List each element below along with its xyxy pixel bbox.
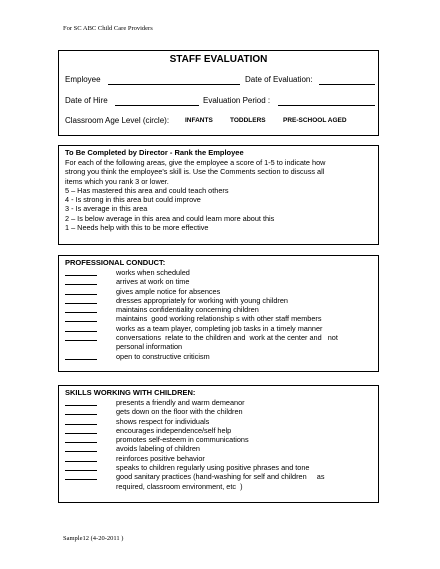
rating-scale-3: 3 - Is average in this area xyxy=(65,204,148,214)
item-text: open to constructive criticism xyxy=(116,351,210,361)
list-item xyxy=(65,463,377,472)
list-item xyxy=(65,426,377,435)
score-blank[interactable] xyxy=(65,324,97,332)
date-of-evaluation-field[interactable] xyxy=(319,84,375,85)
score-blank[interactable] xyxy=(65,454,97,462)
director-instructions xyxy=(65,158,375,232)
item-text: maintains confidentiality concerning children xyxy=(116,305,259,315)
item-text: maintains good working relationship s with other staff members xyxy=(116,314,322,324)
director-heading: To Be Completed by Director - Rank the Employee xyxy=(65,148,244,157)
skills-list xyxy=(65,398,377,491)
skills-with-children-box xyxy=(58,385,379,503)
item-text: works when scheduled xyxy=(116,268,190,277)
evaluation-period-label: Evaluation Period : xyxy=(203,96,271,105)
score-blank[interactable] xyxy=(65,305,97,313)
employee-label: Employee xyxy=(65,75,101,84)
list-item xyxy=(65,417,377,426)
professional-conduct-box xyxy=(58,255,379,372)
item-text: reinforces positive behavior xyxy=(116,453,205,463)
item-text: presents a friendly and warm demeanor xyxy=(116,398,245,407)
director-instructions-box xyxy=(58,145,379,245)
item-text: promotes self-esteem in communications xyxy=(116,435,249,445)
instruction-line: items which you rank 3 or lower. xyxy=(65,176,169,186)
list-item xyxy=(65,435,377,444)
rating-scale-4: 4 - Is strong in this area but could improve xyxy=(65,195,201,205)
item-text: shows respect for individuals xyxy=(116,416,210,426)
instruction-line: For each of the following areas, give the employee a score of 1-5 to indicate how xyxy=(65,158,326,167)
item-text: gives ample notice for absences xyxy=(116,286,221,296)
item-text: arrives at work on time xyxy=(116,277,190,287)
item-text: speaks to children regularly using positive phrases and tone xyxy=(116,463,310,473)
list-item xyxy=(65,324,377,333)
classroom-age-level-label: Classroom Age Level (circle): xyxy=(65,116,170,125)
employee-field[interactable] xyxy=(108,84,240,85)
score-blank[interactable] xyxy=(65,352,97,360)
evaluation-period-field[interactable] xyxy=(278,105,375,106)
instruction-line: strong you think the employee's skill is. Use the Comments section to discuss all xyxy=(65,167,325,177)
form-title: STAFF EVALUATION xyxy=(169,54,268,65)
score-blank[interactable] xyxy=(65,426,97,434)
item-text: encourages independence/self help xyxy=(116,425,232,435)
item-text: conversations relate to the children and work at the center and not personal information xyxy=(116,333,338,352)
list-item xyxy=(65,352,377,361)
professional-conduct-heading: PROFESSIONAL CONDUCT: xyxy=(65,258,166,267)
score-blank[interactable] xyxy=(65,333,97,341)
footer-note: Sample12 (4-20-2011 ) xyxy=(63,535,124,542)
date-of-evaluation-label: Date of Evaluation: xyxy=(245,75,313,84)
score-blank[interactable] xyxy=(65,314,97,322)
score-blank[interactable] xyxy=(65,287,97,295)
list-item xyxy=(65,444,377,453)
list-item xyxy=(65,398,377,407)
item-text: dresses appropriately for working with young children xyxy=(116,295,288,305)
professional-conduct-list xyxy=(65,268,377,361)
rating-scale-1: 1 – Needs help with this to be more effective xyxy=(65,223,209,233)
item-text: works as a team player, completing job tasks in a timely manner xyxy=(116,323,323,333)
age-option-infants[interactable]: INFANTS xyxy=(185,117,213,124)
score-blank[interactable] xyxy=(65,417,97,425)
score-blank[interactable] xyxy=(65,277,97,285)
score-blank[interactable] xyxy=(65,444,97,452)
list-item xyxy=(65,277,377,286)
date-of-hire-field[interactable] xyxy=(115,105,199,106)
list-item xyxy=(65,314,377,323)
list-item xyxy=(65,268,377,277)
list-item xyxy=(65,407,377,416)
rating-scale-2: 2 – Is below average in this area and could learn more about this xyxy=(65,213,275,223)
list-item xyxy=(65,333,377,352)
score-blank[interactable] xyxy=(65,296,97,304)
header-note: For SC ABC Child Care Providers xyxy=(63,25,153,32)
score-blank[interactable] xyxy=(65,472,97,480)
evaluation-header-box xyxy=(58,50,379,136)
score-blank[interactable] xyxy=(65,435,97,443)
date-of-hire-label: Date of Hire xyxy=(65,96,108,105)
list-item xyxy=(65,287,377,296)
age-option-preschool[interactable]: PRE-SCHOOL AGED xyxy=(283,117,347,124)
item-text: gets down on the floor with the children xyxy=(116,407,243,417)
score-blank[interactable] xyxy=(65,463,97,471)
list-item xyxy=(65,296,377,305)
list-item xyxy=(65,472,377,491)
score-blank[interactable] xyxy=(65,407,97,415)
item-text: good sanitary practices (hand-washing for self and children as required, classroom environment, etc ) xyxy=(116,472,325,491)
skills-heading: SKILLS WORKING WITH CHILDREN: xyxy=(65,388,196,397)
item-text: avoids labeling of children xyxy=(116,444,200,454)
score-blank[interactable] xyxy=(65,398,97,406)
list-item xyxy=(65,454,377,463)
list-item xyxy=(65,305,377,314)
score-blank[interactable] xyxy=(65,268,97,276)
rating-scale-5: 5 – Has mastered this area and could teach others xyxy=(65,185,229,195)
age-option-toddlers[interactable]: TODDLERS xyxy=(230,117,266,124)
